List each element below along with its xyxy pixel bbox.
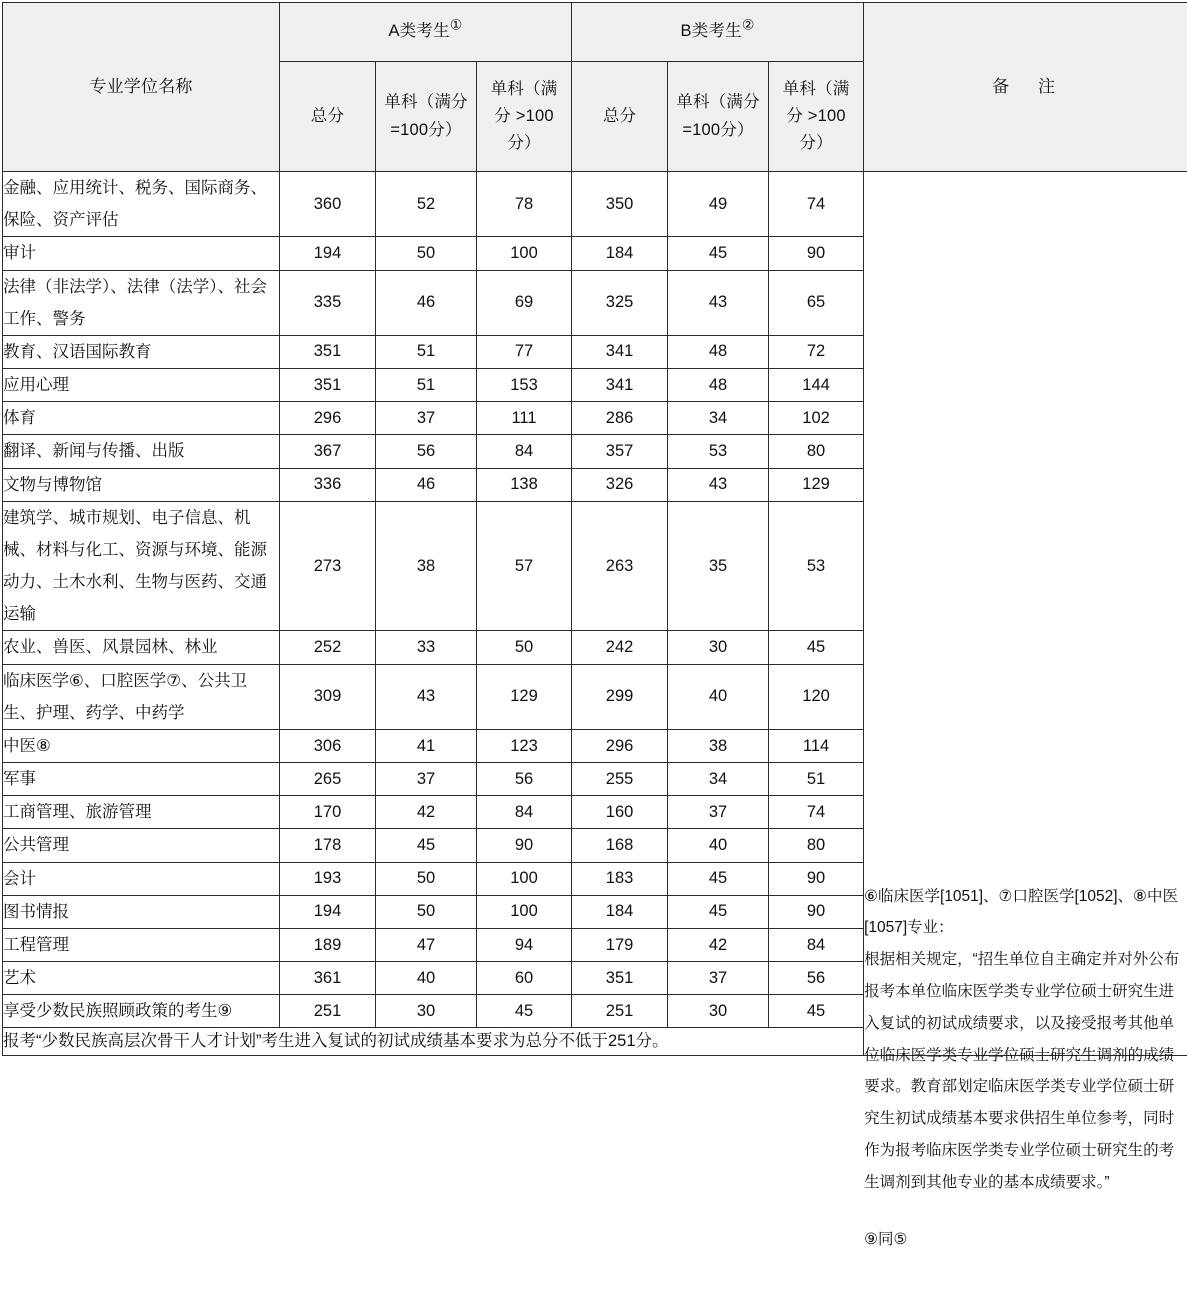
cell-a-total: 335	[280, 270, 376, 335]
remark-line-2: 根据相关规定，“招生单位自主确定并对外公布报考本单位临床医学类专业学位硕士研究生进入复试的初试成绩要求，以及接受报考其他单位临床医学类专业学位硕士研究生调剂的成绩要求。教育部划定临床医学类专业学位硕士研究生初试成绩基本要求供招生单位参考，同时作为报考临床医学类专业学位硕士研究生的考生调剂到其他专业的基本成绩要求。”	[864, 944, 1187, 1198]
cell-major-name: 建筑学、城市规划、电子信息、机械、材料与化工、资源与环境、能源动力、土木水利、生物与医药、交通运输	[3, 501, 280, 631]
cell-a-eq100: 50	[376, 237, 477, 270]
cell-a-gt100: 111	[477, 402, 572, 435]
cell-b-gt100: 65	[769, 270, 864, 335]
cell-b-gt100: 129	[769, 468, 864, 501]
cell-b-eq100: 45	[668, 862, 769, 895]
cell-a-total: 360	[280, 172, 376, 237]
cell-b-eq100: 38	[668, 729, 769, 762]
cell-b-total: 357	[572, 435, 668, 468]
cell-b-total: 263	[572, 501, 668, 631]
cell-major-name: 工程管理	[3, 928, 280, 961]
cell-a-eq100: 37	[376, 763, 477, 796]
cell-a-gt100: 153	[477, 369, 572, 402]
cell-a-total: 367	[280, 435, 376, 468]
cell-b-total: 351	[572, 962, 668, 995]
header-group-b	[572, 3, 864, 62]
cell-a-total: 194	[280, 237, 376, 270]
cell-b-eq100: 53	[668, 435, 769, 468]
cell-a-total: 193	[280, 862, 376, 895]
cell-b-gt100: 56	[769, 962, 864, 995]
cell-a-eq100: 38	[376, 501, 477, 631]
cell-b-gt100: 53	[769, 501, 864, 631]
table-body	[3, 172, 1187, 1056]
cell-major-name: 教育、汉语国际教育	[3, 335, 280, 368]
header-group-b-superscript: ②	[742, 17, 755, 33]
header-a-total: 总分	[280, 62, 376, 172]
footnote-text: 报考“少数民族高层次骨干人才计划”考生进入复试的初试成绩基本要求为总分不低于251分。	[3, 1028, 864, 1055]
header-remark: 备 注	[864, 3, 1187, 172]
cell-a-total: 273	[280, 501, 376, 631]
cell-a-gt100: 100	[477, 895, 572, 928]
cell-a-total: 170	[280, 796, 376, 829]
cell-a-eq100: 46	[376, 468, 477, 501]
cell-b-eq100: 49	[668, 172, 769, 237]
cell-major-name: 艺术	[3, 962, 280, 995]
cell-b-gt100: 51	[769, 763, 864, 796]
cell-b-gt100: 45	[769, 631, 864, 664]
cell-major-name: 享受少数民族照顾政策的考生⑨	[3, 995, 280, 1028]
cell-b-total: 350	[572, 172, 668, 237]
cell-b-eq100: 43	[668, 270, 769, 335]
remark-line-1: ⑥临床医学[1051]、⑦口腔医学[1052]、⑧中医[1057]专业：	[864, 881, 1187, 945]
cell-major-name: 图书情报	[3, 895, 280, 928]
cell-a-eq100: 50	[376, 895, 477, 928]
cell-b-gt100: 84	[769, 928, 864, 961]
cell-b-total: 325	[572, 270, 668, 335]
cell-b-total: 341	[572, 369, 668, 402]
cell-b-total: 255	[572, 763, 668, 796]
cell-b-total: 296	[572, 729, 668, 762]
cell-major-name: 农业、兽医、风景园林、林业	[3, 631, 280, 664]
cell-major-name: 金融、应用统计、税务、国际商务、保险、资产评估	[3, 172, 280, 237]
cell-a-gt100: 94	[477, 928, 572, 961]
cell-a-total: 178	[280, 829, 376, 862]
cell-a-gt100: 123	[477, 729, 572, 762]
cell-a-gt100: 90	[477, 829, 572, 862]
cell-a-gt100: 129	[477, 664, 572, 729]
cell-major-name: 临床医学⑥、口腔医学⑦、公共卫生、护理、药学、中药学	[3, 664, 280, 729]
cell-a-total: 336	[280, 468, 376, 501]
cell-b-gt100: 90	[769, 237, 864, 270]
cell-b-eq100: 42	[668, 928, 769, 961]
cell-major-name: 应用心理	[3, 369, 280, 402]
cell-major-name: 翻译、新闻与传播、出版	[3, 435, 280, 468]
header-b-gt100: 单科（满分 >100分）	[769, 62, 864, 172]
cell-b-eq100: 34	[668, 402, 769, 435]
cell-a-gt100: 84	[477, 796, 572, 829]
cell-a-total: 351	[280, 335, 376, 368]
cell-a-eq100: 46	[376, 270, 477, 335]
cell-b-total: 341	[572, 335, 668, 368]
cell-b-gt100: 80	[769, 435, 864, 468]
header-group-b-label: B类考生	[681, 22, 742, 40]
cell-b-gt100: 102	[769, 402, 864, 435]
cell-a-eq100: 43	[376, 664, 477, 729]
cell-a-gt100: 78	[477, 172, 572, 237]
cell-b-eq100: 45	[668, 237, 769, 270]
cell-major-name: 体育	[3, 402, 280, 435]
table-header	[3, 3, 1187, 172]
cell-b-total: 184	[572, 895, 668, 928]
header-a-eq100: 单科（满分 =100分）	[376, 62, 477, 172]
header-major-name: 专业学位名称	[3, 3, 280, 172]
cell-b-eq100: 48	[668, 335, 769, 368]
cell-a-eq100: 40	[376, 962, 477, 995]
cell-b-eq100: 43	[668, 468, 769, 501]
cell-b-eq100: 35	[668, 501, 769, 631]
remark-line-3: ⑨同⑤	[864, 1224, 1187, 1256]
cell-a-gt100: 50	[477, 631, 572, 664]
cell-a-gt100: 77	[477, 335, 572, 368]
cell-major-name: 会计	[3, 862, 280, 895]
header-group-a-label: A类考生	[388, 22, 449, 40]
cell-a-gt100: 45	[477, 995, 572, 1028]
cell-b-total: 160	[572, 796, 668, 829]
cell-b-total: 242	[572, 631, 668, 664]
cell-b-total: 179	[572, 928, 668, 961]
header-a-gt100: 单科（满分 >100分）	[477, 62, 572, 172]
cell-b-eq100: 30	[668, 995, 769, 1028]
cell-b-eq100: 45	[668, 895, 769, 928]
cell-b-eq100: 48	[668, 369, 769, 402]
cell-a-total: 189	[280, 928, 376, 961]
cell-a-gt100: 60	[477, 962, 572, 995]
cell-major-name: 公共管理	[3, 829, 280, 862]
cell-remark	[864, 172, 1187, 1056]
cell-b-gt100: 120	[769, 664, 864, 729]
cell-b-eq100: 30	[668, 631, 769, 664]
cell-b-gt100: 90	[769, 862, 864, 895]
cell-a-gt100: 56	[477, 763, 572, 796]
cell-a-total: 251	[280, 995, 376, 1028]
table-row	[3, 172, 1187, 237]
cell-a-gt100: 69	[477, 270, 572, 335]
cell-b-total: 168	[572, 829, 668, 862]
cell-a-gt100: 100	[477, 862, 572, 895]
cell-a-total: 265	[280, 763, 376, 796]
cell-b-total: 299	[572, 664, 668, 729]
cell-b-eq100: 40	[668, 664, 769, 729]
cell-b-gt100: 45	[769, 995, 864, 1028]
cell-b-gt100: 74	[769, 172, 864, 237]
cell-b-gt100: 144	[769, 369, 864, 402]
cell-b-gt100: 74	[769, 796, 864, 829]
cell-a-eq100: 45	[376, 829, 477, 862]
cell-b-total: 326	[572, 468, 668, 501]
cell-a-gt100: 57	[477, 501, 572, 631]
cell-a-eq100: 41	[376, 729, 477, 762]
cell-a-eq100: 52	[376, 172, 477, 237]
score-table-sheet	[0, 2, 1187, 1304]
cell-a-total: 351	[280, 369, 376, 402]
header-group-a-superscript: ①	[450, 17, 463, 33]
cell-a-eq100: 56	[376, 435, 477, 468]
cell-a-eq100: 30	[376, 995, 477, 1028]
cell-b-total: 183	[572, 862, 668, 895]
cell-b-eq100: 37	[668, 962, 769, 995]
cell-a-gt100: 138	[477, 468, 572, 501]
remark-spacer	[864, 1198, 1187, 1224]
cell-b-total: 286	[572, 402, 668, 435]
cell-major-name: 法律（非法学）、法律（法学）、社会工作、警务	[3, 270, 280, 335]
cell-a-total: 309	[280, 664, 376, 729]
cell-a-gt100: 84	[477, 435, 572, 468]
header-b-total: 总分	[572, 62, 668, 172]
cell-a-eq100: 37	[376, 402, 477, 435]
header-group-a	[280, 3, 572, 62]
cell-a-eq100: 47	[376, 928, 477, 961]
cell-b-gt100: 114	[769, 729, 864, 762]
cell-b-total: 184	[572, 237, 668, 270]
cell-b-gt100: 80	[769, 829, 864, 862]
cell-a-eq100: 33	[376, 631, 477, 664]
cell-major-name: 文物与博物馆	[3, 468, 280, 501]
cell-b-gt100: 72	[769, 335, 864, 368]
cell-a-total: 306	[280, 729, 376, 762]
cell-a-eq100: 50	[376, 862, 477, 895]
header-b-eq100: 单科（满分 =100分）	[668, 62, 769, 172]
cell-a-gt100: 100	[477, 237, 572, 270]
cell-a-eq100: 51	[376, 369, 477, 402]
cell-a-total: 194	[280, 895, 376, 928]
cell-a-eq100: 42	[376, 796, 477, 829]
cell-a-total: 252	[280, 631, 376, 664]
cell-b-eq100: 40	[668, 829, 769, 862]
cell-a-total: 361	[280, 962, 376, 995]
admission-score-table	[2, 2, 1187, 1056]
cell-b-eq100: 34	[668, 763, 769, 796]
cell-b-eq100: 37	[668, 796, 769, 829]
cell-a-total: 296	[280, 402, 376, 435]
cell-major-name: 军事	[3, 763, 280, 796]
cell-b-gt100: 90	[769, 895, 864, 928]
cell-a-eq100: 51	[376, 335, 477, 368]
cell-major-name: 工商管理、旅游管理	[3, 796, 280, 829]
cell-major-name: 审计	[3, 237, 280, 270]
cell-major-name: 中医⑧	[3, 729, 280, 762]
cell-b-total: 251	[572, 995, 668, 1028]
header-row-groups	[3, 3, 1187, 62]
